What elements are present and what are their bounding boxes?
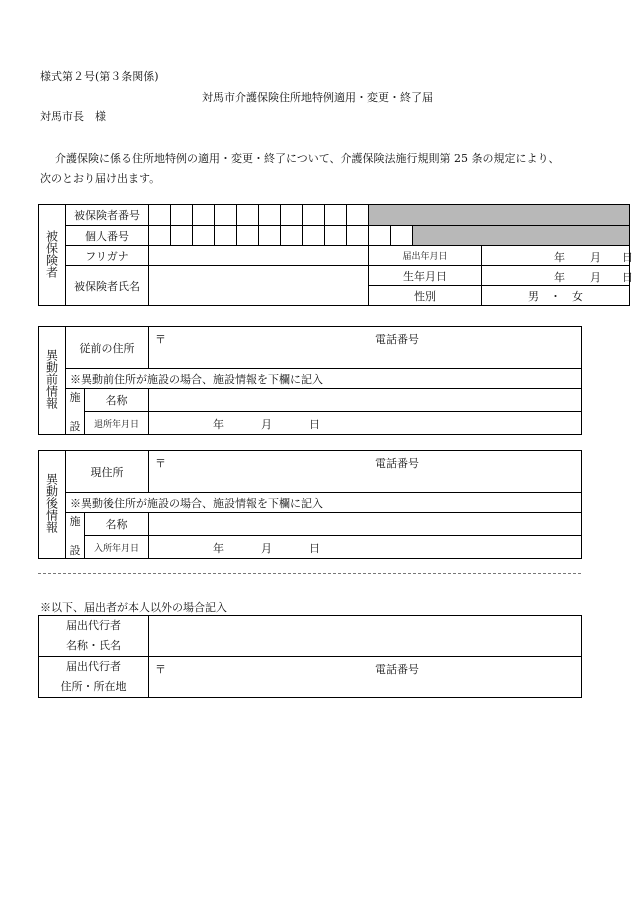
agent-address-field[interactable] [149,657,582,698]
shaded-area [413,226,630,246]
after-facility-label: 施 設 [66,513,85,559]
insured-no-digit[interactable] [171,205,193,226]
insured-no-digit[interactable] [193,205,215,226]
before-facility-name-field[interactable] [149,389,582,412]
form-number: 様式第２号(第３条関係) [40,70,159,83]
form-title: 対馬市介護保険住所地特例適用・変更・終了届 [202,91,433,104]
after-group-label: 異動後情報 [39,451,66,559]
furigana-label: フリガナ [66,246,149,266]
after-facility-name-label: 名称 [85,513,149,536]
phone-label: 電話番号 [375,663,419,676]
after-entry-date-field[interactable]: 年 月 日 [149,536,582,559]
insured-no-digit[interactable] [259,205,281,226]
insured-group-label: 被保険者 [39,205,66,306]
after-address-label: 現住所 [66,451,149,493]
personal-no-digit[interactable] [259,226,281,246]
personal-no-digit[interactable] [193,226,215,246]
insured-no-label: 被保険者番号 [66,205,149,226]
gender-field[interactable]: 男 ・ 女 [482,286,630,306]
before-group-label: 異動前情報 [39,327,66,435]
personal-no-digit[interactable] [281,226,303,246]
after-address-field[interactable] [149,451,582,493]
agent-name-field[interactable] [149,616,582,657]
addressee: 対馬市長 様 [40,110,106,123]
insured-name-label: 被保険者氏名 [66,266,149,306]
phone-label: 電話番号 [375,333,419,346]
insured-table [38,204,633,306]
personal-no-digit[interactable] [215,226,237,246]
postal-mark: 〒 [155,333,166,346]
agent-table [38,615,582,698]
insured-no-digit[interactable] [281,205,303,226]
before-address-field[interactable] [149,327,582,369]
personal-no-label: 個人番号 [66,226,149,246]
after-facility-note: ※異動後住所が施設の場合、施設情報を下欄に記入 [66,493,582,513]
furigana-field[interactable] [149,246,369,266]
postal-mark: 〒 [155,457,166,470]
intro-line-1: 介護保険に係る住所地特例の適用・変更・終了について、介護保険法施行規則第 25 条の規定により、 [55,152,560,165]
after-facility-name-field[interactable] [149,513,582,536]
insured-no-digit[interactable] [347,205,369,226]
before-exit-date-field[interactable]: 年 月 日 [149,412,582,435]
after-move-table [38,450,582,559]
insured-no-digit[interactable] [149,205,171,226]
cut-line [38,573,581,574]
birth-date-label: 生年月日 [369,266,482,286]
personal-no-digit[interactable] [391,226,413,246]
before-move-table [38,326,582,435]
personal-no-digit[interactable] [303,226,325,246]
insured-no-digit[interactable] [237,205,259,226]
before-facility-label: 施 設 [66,389,85,435]
insured-no-digit[interactable] [303,205,325,226]
agent-name-label: 届出代行者 名称・氏名 [39,616,149,657]
before-address-label: 従前の住所 [66,327,149,369]
personal-no-digit[interactable] [347,226,369,246]
personal-no-digit[interactable] [149,226,171,246]
personal-no-digit[interactable] [171,226,193,246]
shaded-area [369,205,630,226]
personal-no-digit[interactable] [325,226,347,246]
personal-no-digit[interactable] [369,226,391,246]
personal-no-digit[interactable] [237,226,259,246]
after-entry-date-label: 入所年月日 [85,536,149,559]
phone-label: 電話番号 [375,457,419,470]
before-exit-date-label: 退所年月日 [85,412,149,435]
gender-label: 性別 [369,286,482,306]
birth-date-field[interactable]: 年 月 日 [482,266,630,286]
insured-no-digit[interactable] [325,205,347,226]
before-facility-note: ※異動前住所が施設の場合、施設情報を下欄に記入 [66,369,582,389]
agent-address-label: 届出代行者 住所・所在地 [39,657,149,698]
insured-no-digit[interactable] [215,205,237,226]
submit-date-field[interactable]: 年 月 日 [482,246,630,266]
submit-date-label: 届出年月日 [369,246,482,266]
insured-name-field[interactable] [149,266,369,306]
intro-line-2: 次のとおり届け出ます。 [40,172,161,185]
before-facility-name-label: 名称 [85,389,149,412]
postal-mark: 〒 [155,663,166,676]
agent-note: ※以下、届出者が本人以外の場合記入 [40,601,227,614]
